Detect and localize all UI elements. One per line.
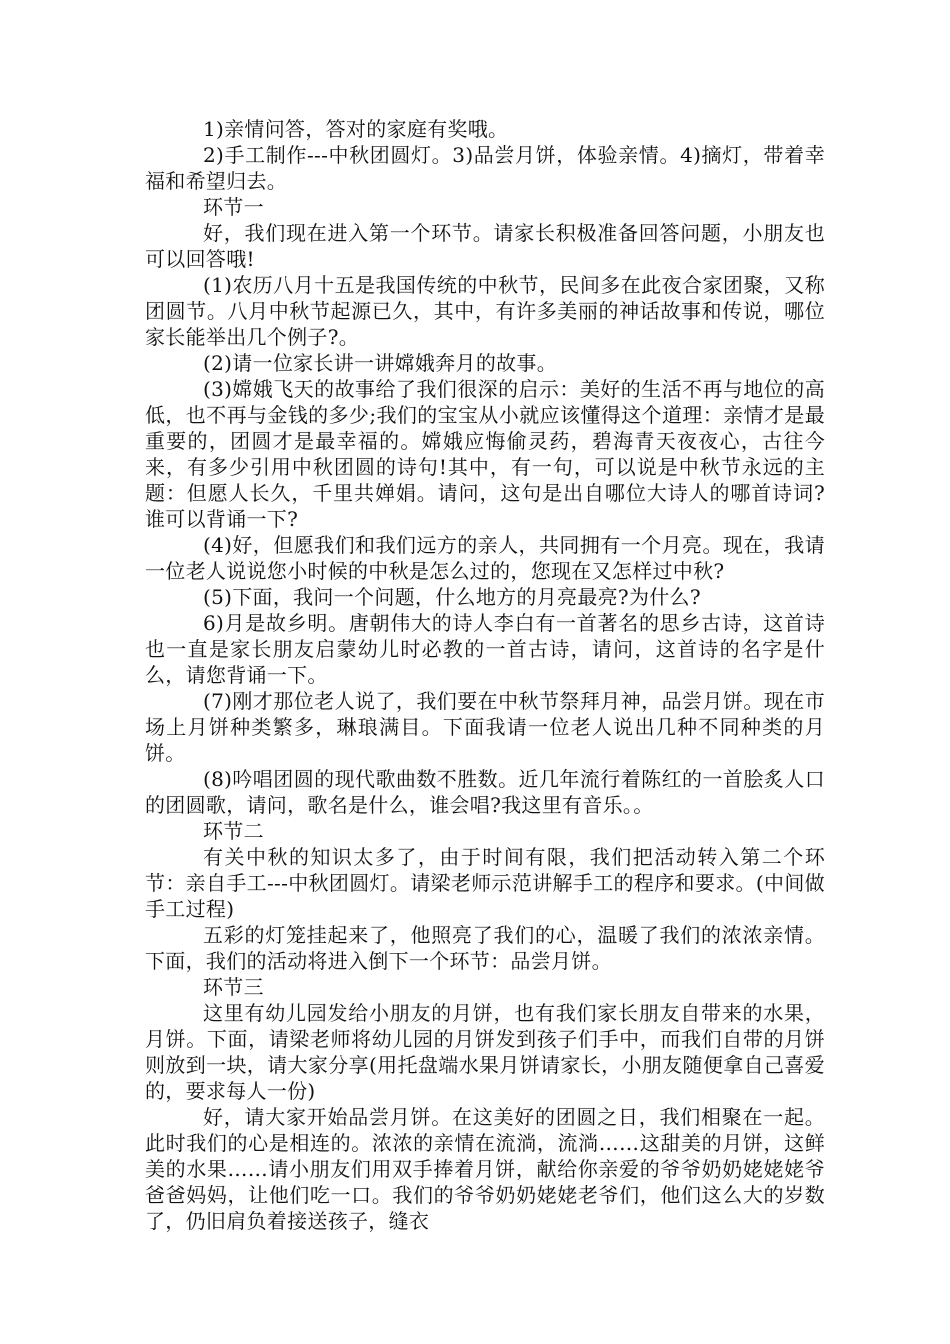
document-body: [145, 116, 825, 1234]
paragraph-question-8: (8)吟唱团圆的现代歌曲数不胜数。近几年流行着陈红的一首脍炙人口的团圆歌，请问，歌名是什么，谁会唱?我这里有音乐。。: [145, 767, 825, 817]
paragraph-activity-list: 2)手工制作---中秋团圆灯。3)品尝月饼，体验亲情。4)摘灯，带着幸福和希望归去。: [145, 143, 825, 193]
paragraph-question-2: (2)请一位家长讲一讲嫦娥奔月的故事。: [203, 351, 558, 375]
section-heading-1: 环节一: [203, 195, 264, 219]
section-heading-2: 环节二: [203, 819, 264, 843]
paragraph-question-3: (3)嫦娥飞天的故事给了我们很深的启示：美好的生活不再与地位的高低，也不再与金钱的多少;我们的宝宝从小就应该懂得这个道理：亲情才是最重要的，团圆才是最幸福的。嫦娥应悔偷灵药，碧海青天夜夜心，古往今来，有多少引用中秋团圆的诗句!其中，有一句，可以说是中秋节永远的主题：但愿人长久，千里共婵娟。请问，这句是出自哪位大诗人的哪首诗词?谁可以背诵一下?: [145, 377, 825, 531]
paragraph-section1-intro: 好，我们现在进入第一个环节。请家长积极准备回答问题，小朋友也可以回答哦!: [145, 221, 825, 271]
section-heading-3: 环节三: [203, 975, 264, 999]
paragraph-lanterns: 五彩的灯笼挂起来了，他照亮了我们的心，温暖了我们的浓浓亲情。下面，我们的活动将进入倒下一个环节：品尝月饼。: [145, 923, 825, 973]
paragraph-question-4: (4)好，但愿我们和我们远方的亲人，共同拥有一个月亮。现在，我请一位老人说说您小时候的中秋是怎么过的，您现在又怎样过中秋?: [145, 533, 825, 583]
paragraph-question-6: 6)月是故乡明。唐朝伟大的诗人李白有一首著名的思乡古诗，这首诗也一直是家长朋友启蒙幼儿时必教的一首古诗，请问，这首诗的名字是什么，请您背诵一下。: [145, 611, 825, 687]
paragraph-section3-intro: 这里有幼儿园发给小朋友的月饼，也有我们家长朋友自带来的水果，月饼。下面，请梁老师将幼儿园的月饼发到孩子们手中，而我们自带的月饼则放到一块，请大家分享(用托盘端水果月饼请家长，小朋友随便拿自己喜爱的，要求每人一份): [145, 1001, 825, 1103]
paragraph-question-5: (5)下面，我问一个问题，什么地方的月亮最亮?为什么?: [203, 585, 701, 609]
paragraph-section2-intro: 有关中秋的知识太多了，由于时间有限，我们把活动转入第二个环节：亲自手工---中秋团圆灯。请梁老师示范讲解手工的程序和要求。(中间做手工过程): [145, 845, 825, 921]
paragraph-question-7: (7)刚才那位老人说了，我们要在中秋节祭拜月神，品尝月饼。现在市场上月饼种类繁多，琳琅满目。下面我请一位老人说出几种不同种类的月饼。: [145, 689, 825, 765]
paragraph-mooncake-tasting: 好，请大家开始品尝月饼。在这美好的团圆之日，我们相聚在一起。此时我们的心是相连的。浓浓的亲情在流淌，流淌……这甜美的月饼，这鲜美的水果……请小朋友们用双手捧着月饼，献给你亲爱的爷爷奶奶姥姥姥爷爸爸妈妈，让他们吃一口。我们的爷爷奶奶姥姥老爷们，他们这么大的岁数了，仍旧肩负着接送孩子，缝衣: [145, 1105, 825, 1233]
paragraph-family-quiz: 1)亲情问答，答对的家庭有奖哦。: [203, 117, 509, 141]
paragraph-question-1: (1)农历八月十五是我国传统的中秋节，民间多在此夜合家团聚，又称团圆节。八月中秋节起源已久，其中，有许多美丽的神话故事和传说，哪位家长能举出几个例子?。: [145, 273, 825, 349]
